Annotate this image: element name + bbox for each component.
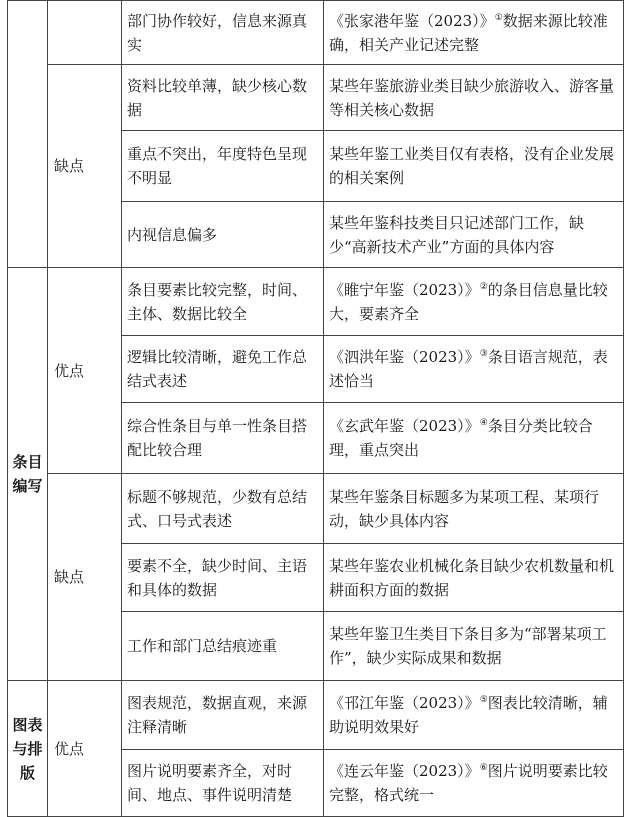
issue-cell: 图表规范，数据直观，来源注释清晰 bbox=[122, 681, 324, 750]
example-text: 某些年鉴条目标题多为某项工程、某项行动，缺少具体内容 bbox=[329, 487, 600, 530]
example-cell bbox=[324, 131, 624, 202]
footnote-mark: ① bbox=[494, 12, 503, 23]
issue-cell: 综合性条目与单一性条目搭配比较合理 bbox=[122, 403, 324, 474]
example-cell bbox=[324, 65, 624, 131]
example-text: 某些年鉴科技类目只记述部门工作，缺少“高新技术产业”方面的具体内容 bbox=[329, 213, 585, 256]
example-cell bbox=[324, 612, 624, 681]
example-cell bbox=[324, 474, 624, 544]
evaluation-table bbox=[7, 0, 624, 817]
issue-cell: 资料比较单薄，缺少核心数据 bbox=[122, 65, 324, 131]
example-text: 条目语言规范，表述恰当 bbox=[329, 348, 608, 390]
issue-cell: 逻辑比较清晰，避免工作总结式表述 bbox=[122, 336, 324, 403]
example-text: 某些年鉴旅游业类目缺少旅游收入、游客量等相关核心数据 bbox=[329, 76, 615, 119]
example-text: 某些年鉴卫生类目下条目多为“部署某项工作”，缺少实际成果和数据 bbox=[329, 625, 607, 667]
table-row bbox=[8, 65, 624, 131]
example-cell bbox=[324, 268, 624, 336]
subcategory-weakness: 缺点 bbox=[48, 474, 122, 681]
category-cell-prev bbox=[8, 1, 48, 268]
footnote-mark: ④ bbox=[479, 418, 488, 428]
footnote-mark: ② bbox=[479, 281, 488, 292]
issue-cell: 内视信息偏多 bbox=[122, 202, 324, 268]
footnote-mark: ⑥ bbox=[479, 763, 488, 773]
issue-cell: 要素不全，缺少时间、主语和具体的数据 bbox=[122, 544, 324, 612]
issue-cell: 部门协作较好，信息来源真实 bbox=[122, 1, 324, 65]
table-row bbox=[8, 474, 624, 544]
table-row bbox=[8, 268, 624, 336]
example-text: 《睢宁年鉴（2023）》 bbox=[329, 280, 480, 299]
example-text: 图片说明要素比较完整，格式统一 bbox=[329, 762, 608, 804]
example-cell bbox=[324, 1, 624, 65]
example-text: 《连云年鉴（2023）》 bbox=[329, 762, 480, 780]
example-text: 的条目信息量比较大，要素齐全 bbox=[329, 280, 608, 323]
footnote-mark: ③ bbox=[479, 349, 488, 359]
example-text: 《张家港年鉴（2023）》 bbox=[329, 11, 495, 30]
subcategory-strength: 优点 bbox=[48, 268, 122, 474]
example-text: 图表比较清晰，辅助说明效果好 bbox=[329, 694, 608, 736]
category-charts-layout: 图表与排版 bbox=[8, 681, 48, 817]
footnote-mark: ⑤ bbox=[479, 695, 488, 705]
issue-cell: 工作和部门总结痕迹重 bbox=[122, 612, 324, 681]
category-entry-writing: 条目编写 bbox=[8, 268, 48, 681]
subcategory-cell-blank bbox=[48, 1, 122, 65]
subcategory-weakness: 缺点 bbox=[48, 65, 122, 268]
example-cell bbox=[324, 336, 624, 403]
table-row bbox=[8, 681, 624, 750]
example-text: 《玄武年鉴（2023）》 bbox=[329, 417, 480, 435]
example-text: 《泗洪年鉴（2023）》 bbox=[329, 348, 480, 366]
example-cell bbox=[324, 681, 624, 750]
example-text: 某些年鉴工业类目仅有表格，没有企业发展的相关案例 bbox=[329, 145, 615, 187]
example-cell bbox=[324, 544, 624, 612]
subcategory-strength: 优点 bbox=[48, 681, 122, 817]
example-text: 《邗江年鉴（2023）》 bbox=[329, 694, 480, 712]
issue-cell: 标题不够规范，少数有总结式、口号式表述 bbox=[122, 474, 324, 544]
table-row bbox=[8, 1, 624, 65]
issue-cell: 图片说明要素齐全，对时间、地点、事件说明清楚 bbox=[122, 750, 324, 817]
example-cell bbox=[324, 202, 624, 268]
issue-cell: 重点不突出，年度特色呈现不明显 bbox=[122, 131, 324, 202]
example-cell bbox=[324, 750, 624, 817]
example-text: 某些年鉴农业机械化条目缺少农机数量和机耕面积方面的数据 bbox=[329, 556, 615, 599]
example-text: 条目分类比较合理，重点突出 bbox=[329, 417, 593, 459]
example-cell bbox=[324, 403, 624, 474]
example-text: 数据来源比较准确，相关产业记述完整 bbox=[329, 11, 608, 54]
issue-cell: 条目要素比较完整，时间、主体、数据比较全 bbox=[122, 268, 324, 336]
